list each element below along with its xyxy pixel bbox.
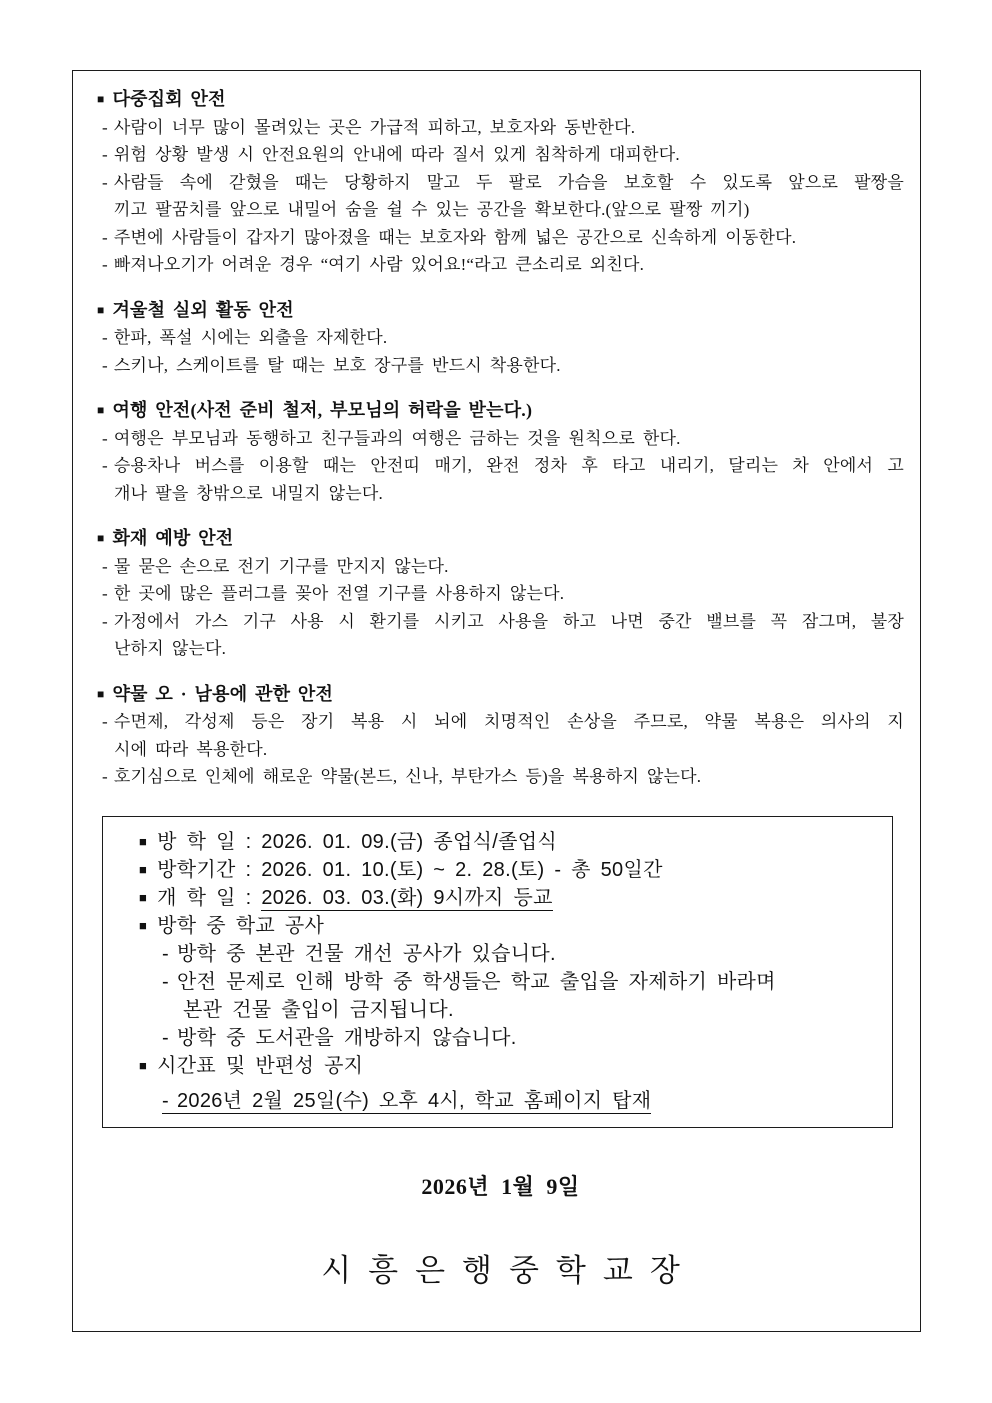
guideline-text: 시에 따라 복용한다. (114, 739, 268, 759)
dash-bullet-icon: - (162, 942, 169, 965)
notice-bullet-item (103, 1052, 872, 1080)
square-bullet-icon: ■ (139, 889, 148, 905)
guideline-text: 주변에 사람들이 갑자기 많아졌을 때는 보호자와 함께 넓은 공간으로 신속하게 이동한다. (113, 227, 797, 247)
notice-text: 방학 중 도서관을 개방하지 않습니다. (176, 1026, 517, 1049)
section-title-text: 겨울철 실외 활동 안전 (112, 299, 294, 320)
page-border-frame (72, 70, 921, 1332)
vacation-notice-box (102, 816, 893, 1128)
notice-bullet-item (103, 828, 872, 856)
guideline-item (97, 608, 904, 636)
notice-dash-item (103, 968, 872, 996)
safety-section (97, 297, 904, 380)
notice-underlined-text: 2026. 03. 03.(화) 9시까지 등교 (261, 886, 553, 909)
guideline-item (97, 708, 904, 736)
dash-bullet-icon: - (162, 1089, 169, 1112)
dash-bullet-icon: - (102, 712, 108, 731)
safety-section (97, 86, 904, 279)
dash-bullet-icon: - (162, 1026, 169, 1049)
square-bullet-icon: ■ (139, 1057, 148, 1073)
notice-text: 본관 건물 출입이 금지됩니다. (183, 998, 454, 1021)
notice-text: 방학 중 본관 건물 개선 공사가 있습니다. (176, 942, 556, 965)
safety-section (97, 681, 904, 791)
section-title (97, 397, 904, 425)
dash-bullet-icon: - (102, 117, 108, 137)
notice-bullet-item (103, 856, 872, 884)
notice-underlined-text (162, 1090, 651, 1114)
section-title-text: 화재 예방 안전 (112, 528, 234, 548)
section-title-text: 약물 오 · 남용에 관한 안전 (112, 683, 334, 704)
dash-bullet-icon: - (162, 970, 169, 993)
guideline-text: 사람이 너무 많이 몰려있는 곳은 가급적 피하고, 보호자와 동반한다. (113, 117, 636, 137)
notice-text: 개 학 일 : (157, 886, 262, 909)
square-bullet-icon: ■ (97, 686, 105, 701)
guideline-text: 여행은 부모님과 동행하고 친구들과의 여행은 금하는 것을 원칙으로 한다. (113, 428, 681, 448)
guideline-text: 가정에서 가스 기구 사용 시 환기를 시키고 사용을 하고 나면 중간 밸브를 꼭 잠그며, 불장 (113, 611, 904, 631)
notice-dash-continuation (103, 996, 872, 1024)
notice-text: 방 학 일 : 2026. 01. 09.(금) 종업식/졸업식 (157, 830, 557, 853)
guideline-item (97, 251, 904, 279)
notice-text: 방학 중 학교 공사 (157, 914, 325, 937)
guideline-item (97, 763, 904, 791)
notice-dash-item (103, 940, 872, 968)
dash-bullet-icon: - (102, 355, 108, 375)
issue-date: 2026년 1월 9일 (421, 1173, 580, 1199)
guideline-item (97, 169, 904, 197)
section-title (97, 297, 904, 325)
dash-bullet-icon: - (102, 456, 108, 475)
guideline-item-continuation (97, 480, 904, 508)
guideline-item (97, 324, 904, 352)
guideline-text: 한파, 폭설 시에는 외출을 자제한다. (113, 328, 388, 347)
guideline-item (97, 452, 904, 480)
notice-text: 시간표 및 반편성 공지 (157, 1054, 364, 1077)
notice-text: 방학기간 : 2026. 01. 10.(토) ~ 2. 28.(토) - 총 50일간 (157, 858, 663, 881)
section-title-text: 다중집회 안전 (112, 89, 226, 109)
square-bullet-icon: ■ (139, 833, 148, 849)
guideline-item-continuation (97, 635, 904, 663)
dash-bullet-icon: - (102, 255, 108, 274)
guideline-item-continuation (97, 736, 904, 764)
dash-bullet-icon: - (102, 584, 108, 603)
dash-bullet-icon: - (102, 172, 108, 192)
guideline-text: 개나 팔을 창밖으로 내밀지 않는다. (114, 483, 383, 503)
guideline-text: 난하지 않는다. (114, 639, 227, 658)
guideline-text: 호기심으로 인체에 해로운 약물(본드, 신나, 부탄가스 등)을 복용하지 않는다. (113, 767, 702, 786)
guideline-item-continuation (97, 196, 904, 224)
principal-signature: 시흥은행중학교장 (321, 1252, 697, 1288)
section-title (97, 525, 904, 553)
dash-bullet-icon: - (102, 328, 108, 347)
guideline-text: 스키나, 스케이트를 탈 때는 보호 장구를 반드시 착용한다. (113, 355, 561, 375)
square-bullet-icon: ■ (97, 302, 105, 317)
notice-dash-item (103, 1024, 872, 1052)
safety-guideline-sections (97, 86, 904, 791)
guideline-text: 빠져나오기가 어려운 경우 “여기 사람 있어요!“라고 큰소리로 외친다. (113, 255, 645, 274)
section-title (97, 86, 904, 114)
guideline-item (97, 224, 904, 252)
dash-bullet-icon: - (102, 556, 108, 576)
square-bullet-icon: ■ (139, 861, 148, 877)
guideline-text: 사람들 속에 갇혔을 때는 당황하지 말고 두 팔로 가슴을 보호할 수 있도록 앞으로 팔짱을 (113, 172, 904, 192)
square-bullet-icon: ■ (139, 917, 148, 933)
section-title-text: 여행 안전(사전 준비 철저, 부모님의 허락을 받는다.) (112, 400, 533, 420)
dash-bullet-icon: - (102, 611, 108, 631)
guideline-text: 수면제, 각성제 등은 장기 복용 시 뇌에 치명적인 손상을 주므로, 약물 복용은 의사의 지 (113, 712, 904, 731)
guideline-text: 끼고 팔꿈치를 앞으로 내밀어 숨을 쉴 수 있는 공간을 확보한다.(앞으로 팔짱 끼기) (114, 200, 750, 219)
guideline-item (97, 114, 904, 142)
guideline-text: 한 곳에 많은 플러그를 꽂아 전열 기구를 사용하지 않는다. (113, 584, 565, 603)
dash-bullet-icon: - (102, 767, 108, 786)
square-bullet-icon: ■ (97, 92, 105, 106)
notice-bullet-item (103, 912, 872, 940)
section-title (97, 681, 904, 709)
notice-text: 안전 문제로 인해 방학 중 학생들은 학교 출입을 자제하기 바라며 (176, 970, 776, 993)
notice-text: 2026년 2월 25일(수) 오후 4시, 학교 홈페이지 탑재 (176, 1089, 652, 1112)
guideline-item (97, 425, 904, 453)
square-bullet-icon: ■ (97, 403, 105, 417)
guideline-text: 위험 상황 발생 시 안전요원의 안내에 따라 질서 있게 침착하게 대피한다. (113, 145, 680, 164)
dash-bullet-icon: - (102, 145, 108, 164)
square-bullet-icon: ■ (97, 531, 105, 545)
notice-dash-item (103, 1087, 872, 1115)
dash-bullet-icon: - (102, 227, 108, 247)
guideline-item (97, 141, 904, 169)
dash-bullet-icon: - (102, 428, 108, 448)
guideline-text: 물 묻은 손으로 전기 기구를 만지지 않는다. (113, 556, 449, 576)
safety-section (97, 397, 904, 507)
guideline-item (97, 352, 904, 380)
safety-section (97, 525, 904, 663)
notice-bullet-item (103, 884, 872, 912)
guideline-item (97, 580, 904, 608)
guideline-item (97, 553, 904, 581)
guideline-text: 승용차나 버스를 이용할 때는 안전띠 매기, 완전 정차 후 타고 내리기, 달리는 차 안에서 고 (113, 456, 905, 475)
